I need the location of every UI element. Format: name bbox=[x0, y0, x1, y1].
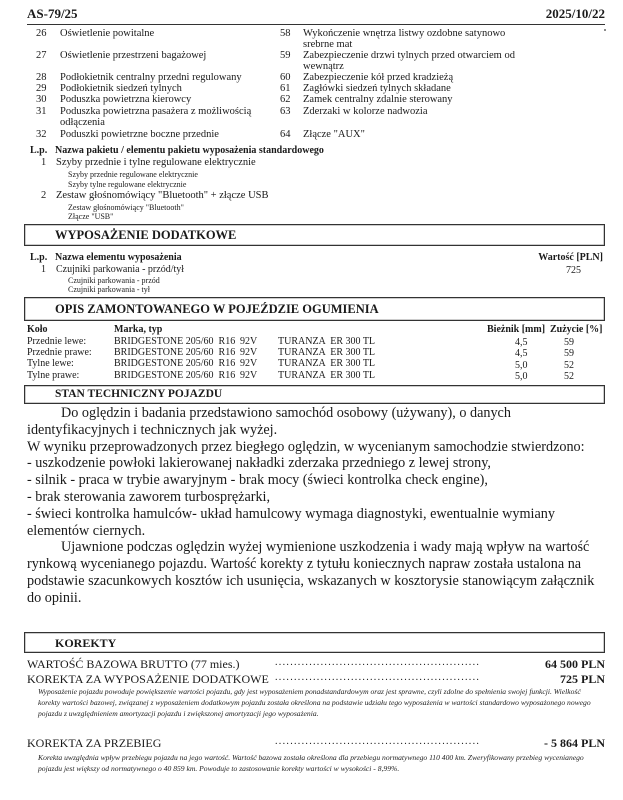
condition-text bbox=[27, 405, 603, 607]
section-header-tires bbox=[24, 297, 605, 321]
wheel-cell: Przednie lewe: bbox=[27, 336, 87, 347]
correction-label: KOREKTA ZA WYPOSAŻENIE DODATKOWE bbox=[27, 672, 269, 686]
package-number: 1 bbox=[41, 157, 47, 168]
column-header-brand: Marka, typ bbox=[114, 324, 163, 335]
tread-cell: 5,0 bbox=[515, 371, 528, 382]
tread-cell: 5,0 bbox=[515, 360, 528, 371]
item-subitem: Czujniki parkowania - przód bbox=[68, 276, 160, 285]
wheel-cell: Tylne lewe: bbox=[27, 358, 74, 369]
package-subitem: Zestaw głośnomówiący "Bluetooth" bbox=[68, 203, 184, 212]
defect-item: - silnik - praca w trybie awaryjnym - brak mocy (świeci kontrolka check engine), bbox=[27, 472, 488, 489]
correction-value: 725 PLN bbox=[560, 672, 605, 686]
item-subitem: Czujniki parkowania - tył bbox=[68, 285, 150, 294]
column-header-wear: Zużycie [%] bbox=[550, 324, 603, 335]
model-cell: TURANZA ER 300 TL bbox=[278, 370, 376, 381]
section-title: KOREKTY bbox=[55, 636, 117, 650]
index-cell: 92V bbox=[240, 358, 258, 369]
document-date: 2025/10/22 bbox=[545, 6, 605, 21]
condition-paragraph-findings: W wyniku przeprowadzonych przez biegłego oględzin, w wycenianym samochodzie stwierdzono: bbox=[27, 438, 585, 455]
section-header-additional bbox=[24, 224, 605, 246]
brand-cell: BRIDGESTONE 205/60 R16 bbox=[114, 358, 236, 369]
wheel-cell: Tylne prawe: bbox=[27, 370, 80, 381]
section-title: WYPOSAŻENIE DODATKOWE bbox=[55, 228, 237, 242]
model-cell: TURANZA ER 300 TL bbox=[278, 358, 376, 369]
correction-row-additional-equipment bbox=[27, 672, 605, 686]
scan-speck bbox=[604, 29, 606, 31]
section-title: STAN TECHNICZNY POJAZDU bbox=[55, 388, 223, 400]
condition-paragraph-intro: Do oględzin i badania przedstawiono samochód osobowy (używany), o danych identyfikacyjnych i technicznych jak wyżej. bbox=[27, 405, 511, 438]
section-header-corrections bbox=[24, 632, 605, 653]
column-header-item-name: Nazwa elementu wyposażenia bbox=[55, 252, 182, 263]
model-cell: TURANZA ER 300 TL bbox=[278, 347, 376, 358]
column-header-tread: Bieżnik [mm] bbox=[487, 324, 546, 335]
correction-label: KOREKTA ZA PRZEBIEG bbox=[27, 736, 162, 750]
brand-cell: BRIDGESTONE 205/60 R16 bbox=[114, 347, 236, 358]
correction-value: 64 500 PLN bbox=[545, 657, 605, 671]
dot-leader: ...................................................... bbox=[275, 672, 481, 683]
package-name: Zestaw głośnomówiący "Bluetooth" + złącze USB bbox=[56, 190, 269, 201]
column-header-lp: L.p. bbox=[30, 145, 48, 156]
dot-leader: ...................................................... bbox=[275, 736, 481, 747]
correction-note-additional-equipment: Wyposażenie pojazdu powoduje powiększenie wartości pojazdu, gdy jest wyposażeniem ponadstandardowym oraz jest sprawne, czyli zdolne do spełnienia swojej funkcji. Wielkość korekty wartości bazowej, związanej z wyposażeniem dodatkowym pojazdu została określona na podstawie udziału tego wyposażenia w wartości standardowo wyposażonego nowego pojazdu z uwzględnieniem amortyzacji pojazdu i zwiększonej amortyzacji jego wyposażenia. bbox=[38, 687, 591, 718]
wear-cell: 59 bbox=[564, 337, 574, 348]
wear-cell: 52 bbox=[564, 371, 574, 382]
correction-row-mileage bbox=[27, 736, 605, 750]
wear-cell: 59 bbox=[564, 348, 574, 359]
column-header-value: Wartość [PLN] bbox=[538, 252, 603, 263]
condition-paragraph-impact: Ujawnione podczas oględzin wyżej wymienione uszkodzenia i wady mają wpływ na wartość rynkową wycenianego pojazdu. Wartość korekty z tytułu koniecznych napraw została ustalona na podstawie szacunkowych kosztów ich usunięcia, wskazanych w kosztorysie stanowiącym załącznik do opinii. bbox=[27, 539, 595, 606]
correction-value: - 5 864 PLN bbox=[544, 736, 605, 750]
model-cell: TURANZA ER 300 TL bbox=[278, 336, 376, 347]
item-name: Czujniki parkowania - przód/tył bbox=[56, 264, 185, 275]
defect-item: - brak sterowania zaworem turbosprężarki, bbox=[27, 488, 271, 505]
package-subitem: Szyby przednie regulowane elektrycznie bbox=[68, 170, 198, 179]
column-header-package-name: Nazwa pakietu / elementu pakietu wyposażenia standardowego bbox=[55, 145, 324, 156]
section-title: OPIS ZAMONTOWANEGO W POJEŹDZIE OGUMIENIA bbox=[55, 302, 379, 316]
tread-cell: 4,5 bbox=[515, 337, 528, 348]
column-header-wheel: Koło bbox=[27, 324, 48, 335]
package-name: Szyby przednie i tylne regulowane elektrycznie bbox=[56, 157, 256, 168]
index-cell: 92V bbox=[240, 336, 258, 347]
wear-cell: 52 bbox=[564, 360, 574, 371]
item-value: 725 bbox=[566, 265, 581, 276]
brand-cell: BRIDGESTONE 205/60 R16 bbox=[114, 336, 236, 347]
defect-item: - świeci kontrolka hamulców- układ hamulcowy wymaga diagnostyki, ewentualnie wymiany elementów ciernych. bbox=[27, 505, 555, 539]
document-id: AS-79/25 bbox=[27, 6, 78, 21]
item-number: 1 bbox=[41, 264, 46, 275]
column-header-lp: L.p. bbox=[30, 252, 48, 263]
correction-row-base-value bbox=[27, 657, 605, 671]
package-subitem: Złącze "USB" bbox=[68, 212, 114, 221]
tread-cell: 4,5 bbox=[515, 348, 528, 359]
section-header-condition bbox=[24, 385, 605, 404]
header-divider bbox=[27, 24, 605, 25]
dot-leader: ...................................................... bbox=[275, 657, 481, 668]
wheel-cell: Przednie prawe: bbox=[27, 347, 92, 358]
correction-label: WARTOŚĆ BAZOWA BRUTTO (77 mies.) bbox=[27, 657, 240, 671]
defect-item: - uszkodzenie powłoki lakierowanej nakładki zderzaka przedniego z lewej strony, bbox=[27, 455, 491, 472]
index-cell: 92V bbox=[240, 347, 258, 358]
correction-note-mileage: Korekta uwzględnia wpływ przebiegu pojazdu na jego wartość. Wartość bazowa została określona dla przebiegu normatywnego 110 400 km. Zweryfikowany przebieg wycenianego pojazdu jest większy od normatywnego o 40 859 km. Powoduje to zastosowanie korekty wartości w wysokości - 8,99%. bbox=[38, 753, 584, 773]
package-subitem: Szyby tylne regulowane elektrycznie bbox=[68, 180, 187, 189]
package-number: 2 bbox=[41, 190, 47, 201]
index-cell: 92V bbox=[240, 370, 258, 381]
brand-cell: BRIDGESTONE 205/60 R16 bbox=[114, 370, 236, 381]
